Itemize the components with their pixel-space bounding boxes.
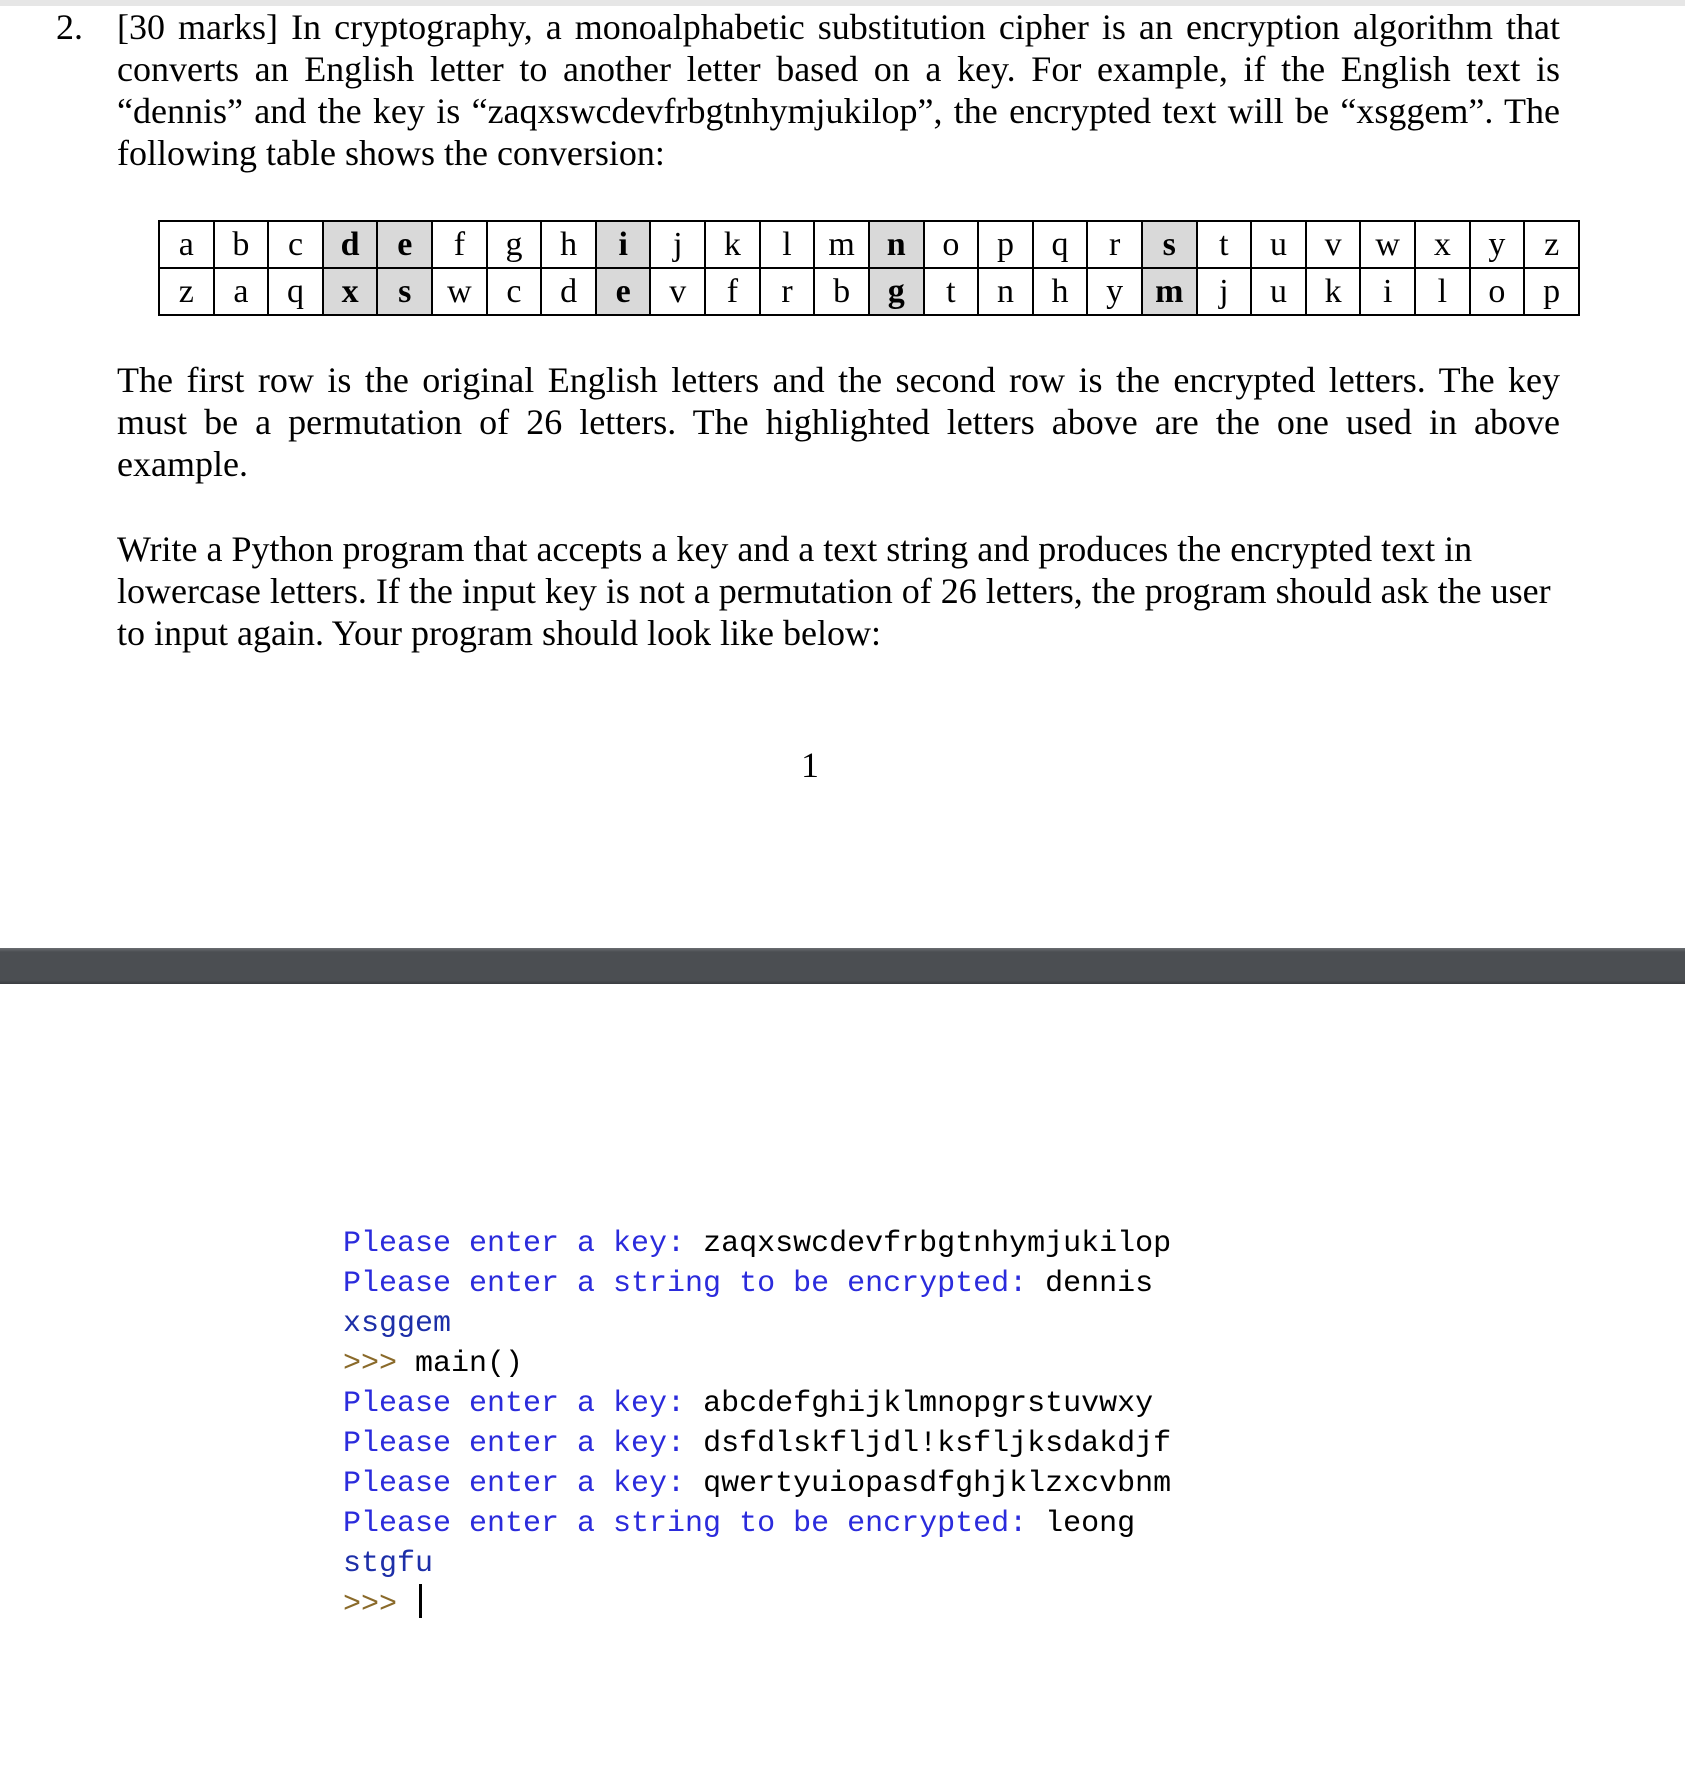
encrypted-letters-row [159,268,1579,315]
table-cell-original: k [705,221,760,268]
table-cell-original: d [323,221,378,268]
user-input: abcdefghijklmnopgrstuvwxy [703,1387,1154,1421]
table-cell-original: r [1087,221,1142,268]
window-divider-bar [0,948,1685,984]
table-cell-encrypted: r [760,268,815,315]
table-cell-original: v [1306,221,1361,268]
table-cell-encrypted: m [1142,268,1197,315]
table-cell-encrypted: e [596,268,651,315]
shell-line [343,1384,1171,1424]
table-cell-original: w [1360,221,1415,268]
shell-command: main() [415,1347,524,1381]
table-cell-original: z [1524,221,1579,268]
table-cell-encrypted: h [1033,268,1088,315]
shell-line [343,1224,1171,1264]
table-cell-encrypted: f [705,268,760,315]
table-cell-original: h [541,221,596,268]
table-cell-encrypted: z [159,268,214,315]
shell-line [343,1544,1171,1584]
user-input: leong [1045,1507,1136,1541]
table-cell-encrypted: w [432,268,487,315]
table-cell-encrypted: k [1306,268,1361,315]
table-cell-original: s [1142,221,1197,268]
shell-line [343,1264,1171,1304]
table-cell-original: c [268,221,323,268]
shell-line [343,1344,1171,1384]
table-cell-original: j [650,221,705,268]
shell-line [343,1304,1171,1344]
shell-line [343,1584,1171,1624]
table-cell-original: o [924,221,979,268]
table-cell-encrypted: o [1470,268,1525,315]
substitution-table [158,220,1580,316]
task-paragraph: Write a Python program that accepts a key and a text string and produces the encrypted text in lowercase letters. If the input key is not a permutation of 26 letters, the program should ask the user to input again. Your program should look like below: [117,529,1551,653]
user-input: zaqxswcdevfrbgtnhymjukilop [703,1227,1172,1261]
table-cell-original: i [596,221,651,268]
table-cell-encrypted: d [541,268,596,315]
input-prompt: Please enter a key: [343,1427,704,1461]
table-cell-original: g [487,221,542,268]
user-input: dsfdlskfljdl!ksfljksdakdjf [703,1427,1172,1461]
shell-line [343,1424,1171,1464]
table-cell-original: a [159,221,214,268]
text-cursor [419,1584,422,1618]
shell-line [343,1504,1171,1544]
table-cell-original: l [760,221,815,268]
table-cell-encrypted: j [1197,268,1252,315]
table-cell-original: f [432,221,487,268]
shell-prompt-symbol: >>> [343,1347,416,1381]
original-letters-row [159,221,1579,268]
user-input: qwertyuiopasdfghjklzxcvbnm [703,1467,1172,1501]
table-cell-encrypted: n [978,268,1033,315]
user-input: dennis [1045,1267,1154,1301]
question-number: 2. [56,7,83,47]
input-prompt: Please enter a string to be encrypted: [343,1507,1046,1541]
shell-line [343,1464,1171,1504]
table-cell-encrypted: c [487,268,542,315]
page-number: 1 [801,745,819,785]
input-prompt: Please enter a key: [343,1387,704,1421]
program-output: xsggem [343,1307,452,1341]
table-explanation-paragraph: The first row is the original English letters and the second row is the encrypted letters. The key must be a permutation of 26 letters. The highlighted letters above are the one used in above example. [117,360,1560,484]
table-cell-encrypted: u [1251,268,1306,315]
table-cell-encrypted: g [869,268,924,315]
table-cell-original: t [1197,221,1252,268]
table-cell-original: x [1415,221,1470,268]
table-cell-original: b [214,221,269,268]
shell-prompt-symbol: >>> [343,1588,416,1622]
input-prompt: Please enter a key: [343,1467,704,1501]
table-cell-original: u [1251,221,1306,268]
table-cell-original: n [869,221,924,268]
table-cell-encrypted: i [1360,268,1415,315]
table-cell-encrypted: q [268,268,323,315]
table-cell-encrypted: b [814,268,869,315]
table-cell-original: y [1470,221,1525,268]
table-cell-original: e [377,221,432,268]
question-intro-paragraph: [30 marks] In cryptography, a monoalphabetic substitution cipher is an encryption algorithm that converts an English letter to another letter based on a key. For example, if the English text is “dennis” and the key is “zaqxswcdevfrbgtnhymjukilop”, the encrypted text will be “xsggem”. The following table shows the conversion: [117,7,1560,173]
program-output: stgfu [343,1547,434,1581]
table-cell-encrypted: l [1415,268,1470,315]
input-prompt: Please enter a string to be encrypted: [343,1267,1046,1301]
table-cell-original: q [1033,221,1088,268]
table-cell-encrypted: t [924,268,979,315]
table-cell-encrypted: y [1087,268,1142,315]
table-cell-encrypted: x [323,268,378,315]
table-cell-original: p [978,221,1033,268]
input-prompt: Please enter a key: [343,1227,704,1261]
table-cell-encrypted: a [214,268,269,315]
table-cell-original: m [814,221,869,268]
table-cell-encrypted: s [377,268,432,315]
table-cell-encrypted: p [1524,268,1579,315]
python-shell-output[interactable] [343,1224,1171,1624]
table-cell-encrypted: v [650,268,705,315]
